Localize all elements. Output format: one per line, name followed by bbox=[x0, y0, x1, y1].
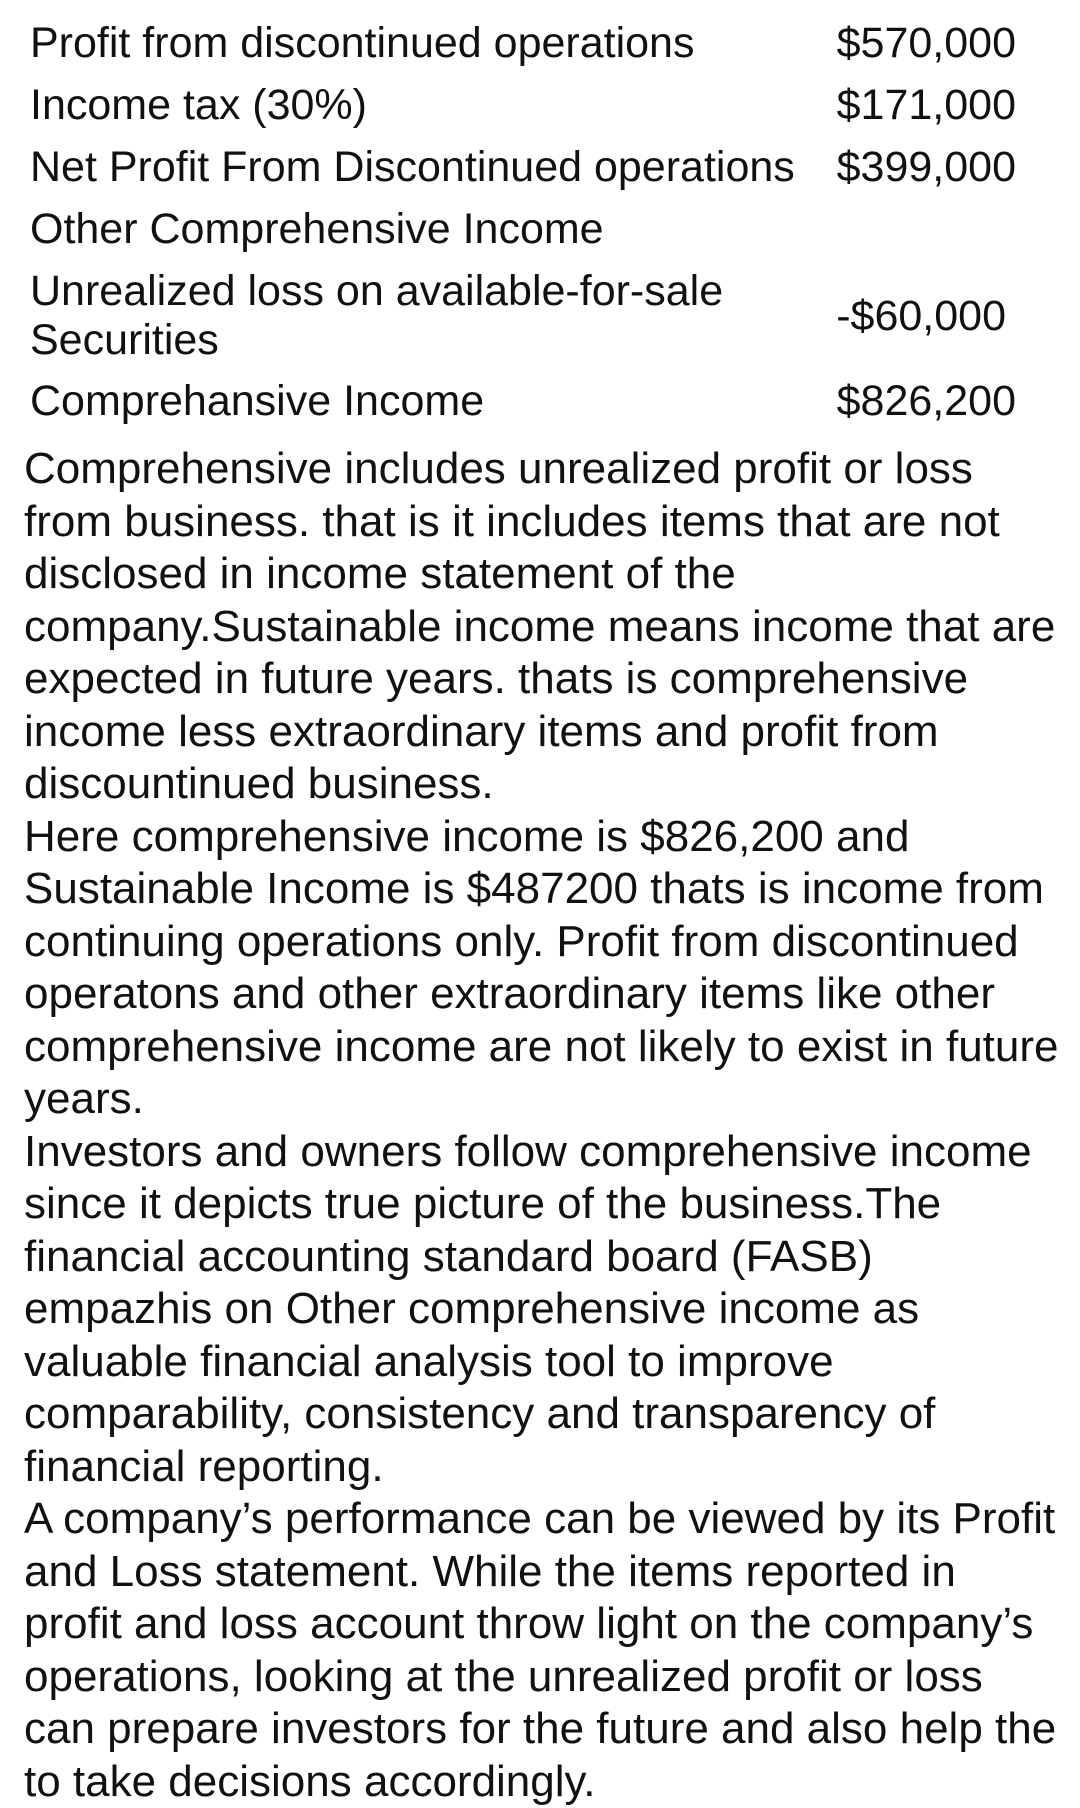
financial-summary-table bbox=[30, 12, 1020, 430]
row-value: -$60,000 bbox=[836, 291, 1006, 340]
table-row bbox=[30, 198, 1020, 260]
row-label: Income tax (30%) bbox=[30, 80, 367, 129]
explanation-paragraph: A company’s performance can be viewed by its Profit and Loss statement. While the items reported in profit and loss account throw light on the company’s operations, looking at the unrealized profit or loss can prepare investors for the future and also help the to take decisions accordingly. bbox=[24, 1494, 1057, 1806]
table-row bbox=[30, 260, 1020, 372]
explanation-paragraph: Here comprehensive income is $826,200 and Sustainable Income is $487200 thats is income from continuing operations only. Profit from discontinued operatons and other extraordinary items like other comprehensive income are not likely to exist in future years. bbox=[24, 811, 1059, 1123]
explanation-text bbox=[24, 443, 1064, 1808]
table-row bbox=[30, 136, 1020, 198]
explanation-paragraph: Comprehensive includes unrealized profit or loss from business. that is it includes items that are not disclosed in income statement of the company.Sustainable income means income that are expected in future years. thats is comprehensive income less extraordinary items and profit from discountinued business. bbox=[24, 444, 1056, 808]
row-label: Net Profit From Discontinued operations bbox=[30, 142, 795, 191]
row-value: $826,200 bbox=[836, 376, 1016, 425]
table-row bbox=[30, 74, 1020, 136]
row-label: Profit from discontinued operations bbox=[30, 18, 695, 67]
table-row bbox=[30, 12, 1020, 74]
row-label: Comprehansive Income bbox=[30, 376, 485, 425]
row-value: $399,000 bbox=[836, 142, 1016, 191]
row-value: $570,000 bbox=[836, 18, 1016, 67]
row-label: Other Comprehensive Income bbox=[30, 204, 604, 253]
row-label: Unrealized loss on available-for-sale Securities bbox=[30, 267, 724, 364]
row-value: $171,000 bbox=[836, 80, 1016, 129]
table-row bbox=[30, 372, 1020, 430]
explanation-paragraph: Investors and owners follow comprehensive income since it depicts true picture of the business.The financial accounting standard board (FASB) empazhis on Other comprehensive income as valuable financial analysis tool to improve comparability, consistency and transparency of financial reporting. bbox=[24, 1126, 1032, 1491]
